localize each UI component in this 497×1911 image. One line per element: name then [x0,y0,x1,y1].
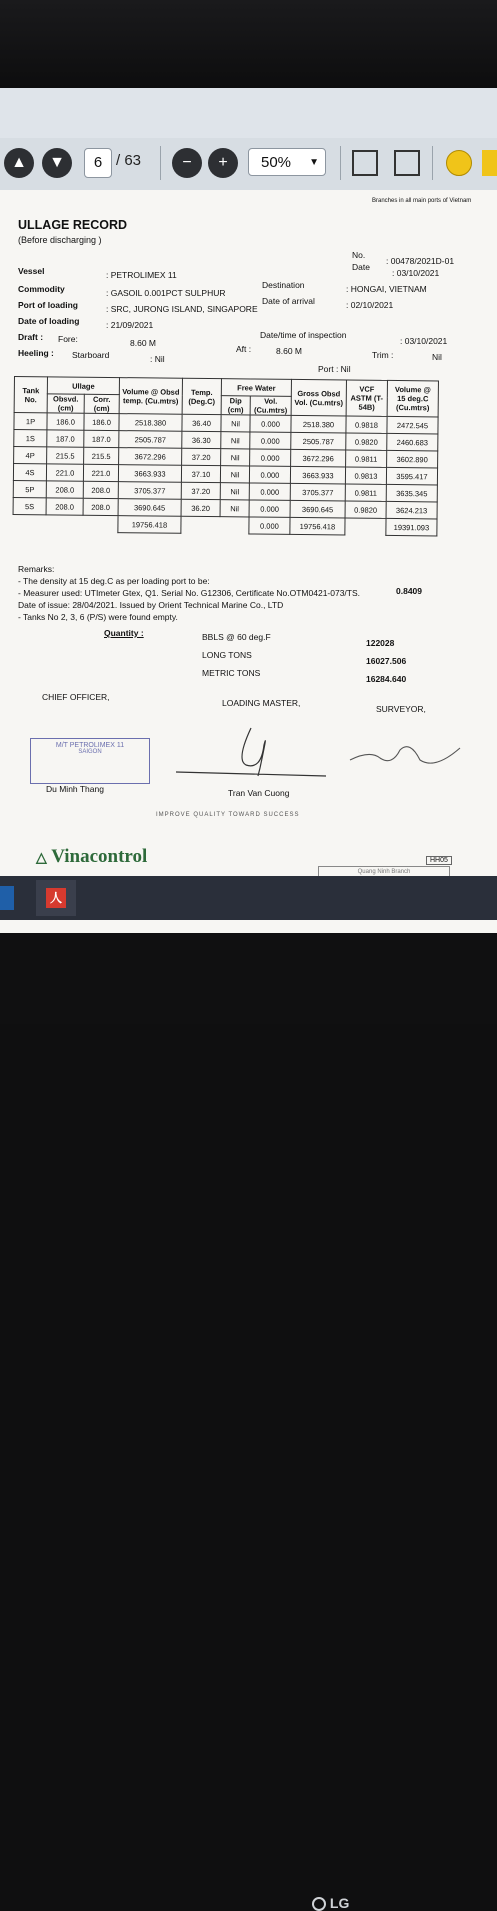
cell-tank: 4S [13,464,46,481]
lg-logo [312,1895,349,1911]
cell-fw-vol: 0.000 [250,432,291,449]
col-vcf: VCF ASTM (T-54B) [346,380,387,416]
branch-stamp-name: Quang Ninh Branch [357,869,411,875]
total-vol-obsd: 19756.418 [118,516,181,534]
remarks-issue: Date of issue: 28/04/2021. Issued by Orient Technical Marine Co., LTD [18,600,284,610]
taskbar-app-icon[interactable] [0,886,14,910]
previous-page-button[interactable] [4,148,34,178]
taskbar [0,876,497,920]
commodity-value: : GASOIL 0.001PCT SULPHUR [106,288,226,298]
chevron-down-icon: ▼ [309,157,319,168]
aft-value: 8.60 M [276,346,302,356]
cell-gross: 3690.645 [290,500,345,518]
remarks-tanks: - Tanks No 2, 3, 6 (P/S) were found empty. [18,612,178,622]
port-loading-label: Port of loading [18,300,78,310]
cell-dip: Nil [221,432,250,449]
slogan: IMPROVE QUALITY TOWARD SUCCESS [156,812,300,818]
cell-tank: 5P [13,480,46,497]
col-free-water: Free Water [221,379,291,397]
col-dip: Dip (cm) [221,396,250,415]
remarks-label: Remarks: [18,564,55,574]
doc-code: HH05 [426,856,452,865]
vessel-value: : PETROLIMEX 11 [106,270,177,280]
col-volume-obsd: Volume @ Obsd temp. (Cu.mtrs) [119,378,182,415]
starboard-label: Starboard [72,350,110,360]
metric-tons-value: 16284.640 [366,674,407,684]
cell-obsvd: 208.0 [46,481,83,498]
lg-circle-icon [312,1897,326,1911]
inspection-value: : 03/10/2021 [400,336,448,346]
fore-label: Fore: [58,334,78,344]
col-ullage: Ullage [47,377,119,395]
pdf-toolbar [0,138,497,191]
cell-vol-obsd: 3672.296 [119,448,182,466]
zoom-in-button[interactable] [208,148,238,178]
monitor-bezel-top [0,0,497,95]
loading-master-name: Tran Van Cuong [228,788,290,798]
page-subtitle: (Before discharging ) [18,235,102,245]
monitor-screen [0,88,497,933]
cell-corr: 215.5 [84,447,119,464]
cell-dip: Nil [220,483,249,500]
chief-officer-label: CHIEF OFFICER, [42,692,110,702]
cell-temp: 36.40 [182,414,221,431]
page-number-input[interactable]: 6 [84,148,112,178]
cell-tank: 1P [14,413,47,430]
cell-temp: 37.10 [181,465,220,482]
trim-value: Nil [432,352,442,362]
aft-label: Aft : [236,344,252,354]
cell-vcf: 0.9813 [345,467,386,484]
cell-dip: Nil [220,466,249,483]
header-branches: Branches in all main ports of Vietnam [372,198,472,204]
ship-stamp-sub: SAIGON [78,749,102,755]
destination-label: Destination [262,280,305,290]
toolbar-divider [160,146,161,180]
total-spacer [345,518,386,535]
cell-obsvd: 215.5 [47,447,84,464]
cell-gross: 3663.933 [290,466,345,484]
ullage-table [12,376,439,536]
zoom-out-button[interactable] [172,148,202,178]
bbls-value: 122028 [366,638,395,648]
arrival-value: : 02/10/2021 [346,300,394,310]
remarks-measurer: - Measurer used: UTImeter Gtex, Q1. Serial No. G12306, Certificate No.OTM0421-073/TS. [18,588,361,598]
cell-fw-vol: 0.000 [249,483,290,500]
col-obsvd: Obsvd. (cm) [47,394,84,413]
minus-icon: − [182,154,192,171]
toolbar-divider [432,146,433,180]
pdf-icon: 人 [46,888,66,908]
no-label: No. [352,250,366,260]
ship-stamp [30,738,150,784]
vinacontrol-triangle-icon: △ [36,851,47,866]
arrow-down-icon: ▼ [49,154,65,171]
heeling-label: Heeling : [18,348,54,358]
density-value: 0.8409 [396,586,422,596]
cell-corr: 221.0 [83,464,118,481]
cell-temp: 36.20 [181,499,220,516]
cell-vol-obsd: 3663.933 [118,465,181,483]
date-loading-value: : 21/09/2021 [106,320,154,330]
col-temp: Temp. (Deg.C) [182,378,221,414]
cell-tank: 5S [13,497,46,514]
vinacontrol-logo [36,846,147,868]
date-value: : 03/10/2021 [392,268,440,278]
vinacontrol-brand: Vinacontrol [51,846,148,867]
cell-vol-obsd: 3705.377 [118,482,181,500]
total-spacer [13,514,118,532]
total-fw: 0.000 [249,517,290,534]
zoom-value: 50% [261,154,292,171]
cell-dip: Nil [220,500,249,517]
destination-value: : HONGAI, VIETNAM [346,284,427,294]
arrow-up-icon: ▲ [11,154,27,171]
cell-fw-vol: 0.000 [250,449,291,466]
cell-gross: 2505.787 [291,432,346,450]
table-total-row [13,514,437,535]
chief-officer-name: Du Minh Thang [46,784,104,794]
total-spacer [181,516,249,534]
page-title: ULLAGE RECORD [18,218,128,232]
date-loading-label: Date of loading [18,316,80,326]
cell-corr: 208.0 [83,498,118,515]
cell-corr: 187.0 [84,430,119,447]
cell-vol15: 3602.890 [387,450,438,468]
cell-vol-obsd: 2505.787 [119,431,182,449]
monitor-bezel-bottom [0,933,497,1911]
cell-tank: 4P [14,447,47,464]
text-tool-button[interactable] [482,150,497,176]
metric-tons-label: METRIC TONS [202,668,261,678]
port-loading-value: : SRC, JURONG ISLAND, SINGAPORE [106,304,258,314]
cell-fw-vol: 0.000 [249,466,290,483]
cell-obsvd: 186.0 [47,413,84,430]
vessel-label: Vessel [18,266,45,276]
cell-obsvd: 187.0 [47,430,84,447]
ship-stamp-name: M/T PETROLIMEX 11 [55,742,125,749]
surveyor-label: SURVEYOR, [376,704,426,714]
cell-dip: Nil [221,415,250,432]
cell-dip: Nil [221,449,250,466]
cell-vol15: 2472.545 [387,416,438,434]
cell-vol15: 3635.345 [386,484,437,502]
document-page [0,190,497,933]
page-total: / 63 [116,152,142,169]
col-tank: Tank No. [14,377,47,413]
inspection-label: Date/time of inspection [260,330,347,340]
fit-width-button[interactable] [394,150,420,176]
arrival-label: Date of arrival [262,296,315,306]
no-value: : 00478/2021D-01 [386,256,455,266]
cell-temp: 36.30 [182,431,221,448]
trim-label: Trim : [372,350,394,360]
cell-vcf: 0.9820 [346,433,387,450]
bbls-label: BBLS @ 60 deg.F [202,632,271,642]
cell-vol15: 3595.417 [386,467,437,485]
date-label: Date [352,262,370,272]
cell-vcf: 0.9818 [346,416,387,433]
cell-corr: 186.0 [84,413,119,430]
col-gross: Gross Obsd Vol. (Cu.mtrs) [291,379,346,416]
long-tons-label: LONG TONS [202,650,252,660]
remarks-density: - The density at 15 deg.C as per loading port to be: [18,576,210,586]
col-volume15: Volume @ 15 deg.C (Cu.mtrs) [387,380,438,417]
cell-vol-obsd: 2518.380 [119,414,182,432]
col-corr: Corr. (cm) [84,394,119,413]
cell-vcf: 0.9820 [345,501,386,518]
loading-master-signature [176,720,336,780]
cell-vol15: 3624.213 [386,501,437,519]
draft-label: Draft : [18,332,44,342]
cell-corr: 208.0 [83,481,118,498]
cell-gross: 3672.296 [291,449,346,467]
surveyor-signature [340,730,480,780]
commodity-label: Commodity [18,284,65,294]
col-vol: Vol. (Cu.mtrs) [250,396,291,415]
cell-temp: 37.20 [181,482,220,499]
cell-vol15: 2460.683 [387,433,438,451]
long-tons-value: 16027.506 [366,656,407,666]
cell-obsvd: 221.0 [46,464,83,481]
plus-icon: + [218,154,228,171]
total-gross: 19756.418 [290,517,345,535]
fore-value: 8.60 M [130,338,156,348]
toolbar-divider [340,146,341,180]
lg-brand-text: LG [329,1895,350,1911]
fit-page-button[interactable] [352,150,378,176]
starboard-value: : Nil [150,354,165,364]
cell-obsvd: 208.0 [46,498,83,515]
cell-vcf: 0.9811 [345,484,386,501]
comment-button[interactable] [446,150,472,176]
port-heeling: Port : Nil [318,364,351,374]
cell-fw-vol: 0.000 [250,415,291,432]
cell-tank: 1S [14,430,47,447]
taskbar-pdf-button[interactable] [36,880,76,916]
cell-gross: 2518.380 [291,415,346,433]
cell-vol-obsd: 3690.645 [118,499,181,517]
cell-temp: 37.20 [182,448,221,465]
total-vol15: 19391.093 [386,518,437,536]
cell-gross: 3705.377 [290,483,345,501]
next-page-button[interactable] [42,148,72,178]
loading-master-label: LOADING MASTER, [222,698,301,708]
cell-fw-vol: 0.000 [249,500,290,517]
quantity-label: Quantity : [104,628,144,638]
zoom-select[interactable] [248,148,326,176]
cell-vcf: 0.9811 [346,450,387,467]
